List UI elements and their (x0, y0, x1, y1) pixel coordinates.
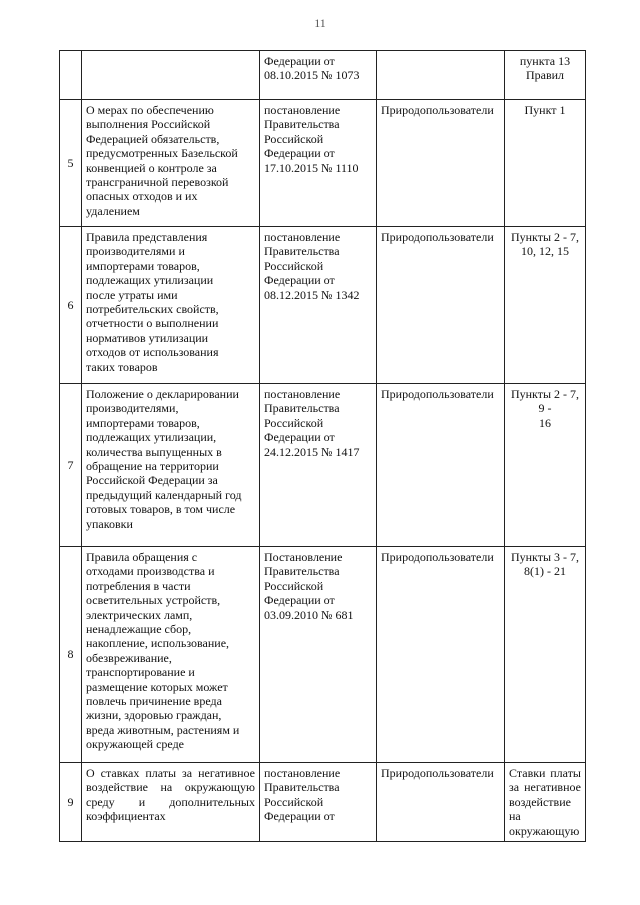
document-title: Правила представления производителями и импортерами товаров, подлежащих утилизации после утраты ими потребительских свойств, отчетности о выполнении нормативов утилизации отходов от использования таких товаров (82, 227, 260, 384)
legal-act: постановление Правительства Российской Федерации от 08.12.2015 № 1342 (260, 227, 377, 384)
table-row (60, 763, 586, 842)
provisions: Пункты 2 - 7, 9 - 16 (505, 384, 586, 547)
legal-act: постановление Правительства Российской Федерации от (260, 763, 377, 842)
table-row (60, 51, 586, 100)
row-number: 7 (60, 384, 82, 547)
legal-act: Федерации от 08.10.2015 № 1073 (260, 51, 377, 100)
subjects: Природопользователи (377, 384, 505, 547)
document-title: Правила обращения с отходами производства и потребления в части осветительных устройств, электрических ламп, ненадлежащие сбор, накопление, использование, обезвреживание, транспортирование и размещение которых может повлечь причинение вреда жизни, здоровью граждан, вреда животным, растениям и окружающей среде (82, 547, 260, 763)
row-number: 5 (60, 100, 82, 227)
provisions: Пункты 3 - 7, 8(1) - 21 (505, 547, 586, 763)
provisions: Пункты 2 - 7, 10, 12, 15 (505, 227, 586, 384)
provisions: Ставки платы за негативное воздействие на окружающую (505, 763, 586, 842)
subjects: Природопользователи (377, 763, 505, 842)
page-number: 11 (314, 16, 326, 30)
legal-act: постановление Правительства Российской Федерации от 17.10.2015 № 1110 (260, 100, 377, 227)
provisions: Пункт 1 (505, 100, 586, 227)
provisions: пункта 13 Правил (505, 51, 586, 100)
legal-act: постановление Правительства Российской Федерации от 24.12.2015 № 1417 (260, 384, 377, 547)
regulations-table (59, 50, 586, 842)
table-row (60, 547, 586, 763)
table-row (60, 227, 586, 384)
document-title: О мерах по обеспечению выполнения Российской Федерацией обязательств, предусмотренных Базельской конвенцией о контроле за трансграничной перевозкой опасных отходов и их удалением (82, 100, 260, 227)
table-row (60, 100, 586, 227)
table-row (60, 384, 586, 547)
document-title (82, 51, 260, 100)
subjects: Природопользователи (377, 547, 505, 763)
document-title: Положение о декларировании производителями, импортерами товаров, подлежащих утилизации, количества выпущенных в обращение на территории Российской Федерации за предыдущий календарный год готовых товаров, в том числе упаковки (82, 384, 260, 547)
row-number: 6 (60, 227, 82, 384)
document-title: О ставках платы за негативное воздействие на окружающую среду и дополнительных коэффициентах (82, 763, 260, 842)
subjects (377, 51, 505, 100)
legal-act: Постановление Правительства Российской Федерации от 03.09.2010 № 681 (260, 547, 377, 763)
row-number: 9 (60, 763, 82, 842)
subjects: Природопользователи (377, 227, 505, 384)
row-number: 8 (60, 547, 82, 763)
row-number (60, 51, 82, 100)
subjects: Природопользователи (377, 100, 505, 227)
